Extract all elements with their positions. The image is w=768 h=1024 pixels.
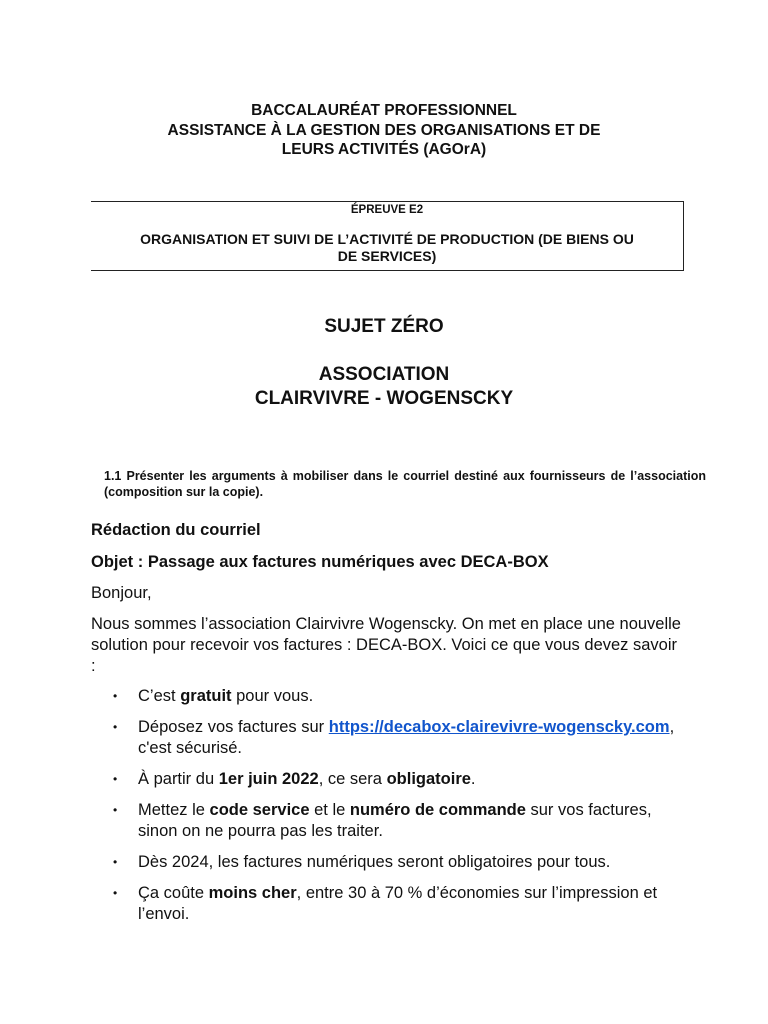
header-line-2: ASSISTANCE À LA GESTION DES ORGANISATIONS ET DE <box>167 121 601 139</box>
header-line-1: BACCALAURÉAT PROFESSIONNEL <box>251 102 517 119</box>
exam-box <box>91 201 684 271</box>
email-heading: Rédaction du courriel <box>91 521 261 539</box>
subject-title: SUJET ZÉRO <box>324 316 444 337</box>
list-item: • Déposez vos factures sur https://decabox-clairevivre-wogenscky.com, c'est sécurisé. <box>113 718 675 757</box>
email-bullet-list <box>91 686 691 935</box>
bullet-marker: • <box>113 689 118 703</box>
bullet-marker: • <box>113 886 118 900</box>
question-1-1: 1.1 Présenter les arguments à mobiliser dans le courriel destiné aux fournisseurs de l’association (composition sur la copie). <box>104 469 706 499</box>
bullet-marker: • <box>113 720 118 734</box>
document-header <box>0 101 768 160</box>
bullet-marker: • <box>113 855 118 869</box>
list-item: • Mettez le code service et le numéro de commande sur vos factures, sinon on ne pourra pas les traiter. <box>113 801 652 840</box>
email-intro: Nous sommes l’association Clairvivre Wogenscky. On met en place une nouvelle solution pour recevoir vos factures : DECA-BOX. Voici ce que vous devez savoir : <box>91 615 681 675</box>
list-item: • Ça coûte moins cher, entre 30 à 70 % d’économies sur l’impression et l’envoi. <box>113 884 658 923</box>
email-greeting: Bonjour, <box>91 584 152 602</box>
exam-title-line-1: ORGANISATION ET SUIVI DE L’ACTIVITÉ DE PRODUCTION (DE BIENS OU <box>140 231 634 247</box>
list-item: • C’est gratuit pour vous. <box>113 687 314 705</box>
bullet-marker: • <box>113 803 118 817</box>
association-label: ASSOCIATION <box>318 364 450 385</box>
email-subject: Objet : Passage aux factures numériques avec DECA-BOX <box>91 553 549 571</box>
list-item: • À partir du 1er juin 2022, ce sera obligatoire. <box>113 770 476 788</box>
list-item: • Dès 2024, les factures numériques seront obligatoires pour tous. <box>113 853 611 871</box>
exam-title-line-2: DE SERVICES) <box>337 248 437 264</box>
bullet-marker: • <box>113 772 118 786</box>
exam-title <box>91 231 683 265</box>
decabox-link[interactable]: https://decabox-clairevivre-wogenscky.com <box>328 718 670 736</box>
header-line-3: LEURS ACTIVITÉS (AGOrA) <box>281 141 487 158</box>
association-name: CLAIRVIVRE - WOGENSCKY <box>254 388 514 409</box>
exam-code: ÉPREUVE E2 <box>350 204 424 216</box>
